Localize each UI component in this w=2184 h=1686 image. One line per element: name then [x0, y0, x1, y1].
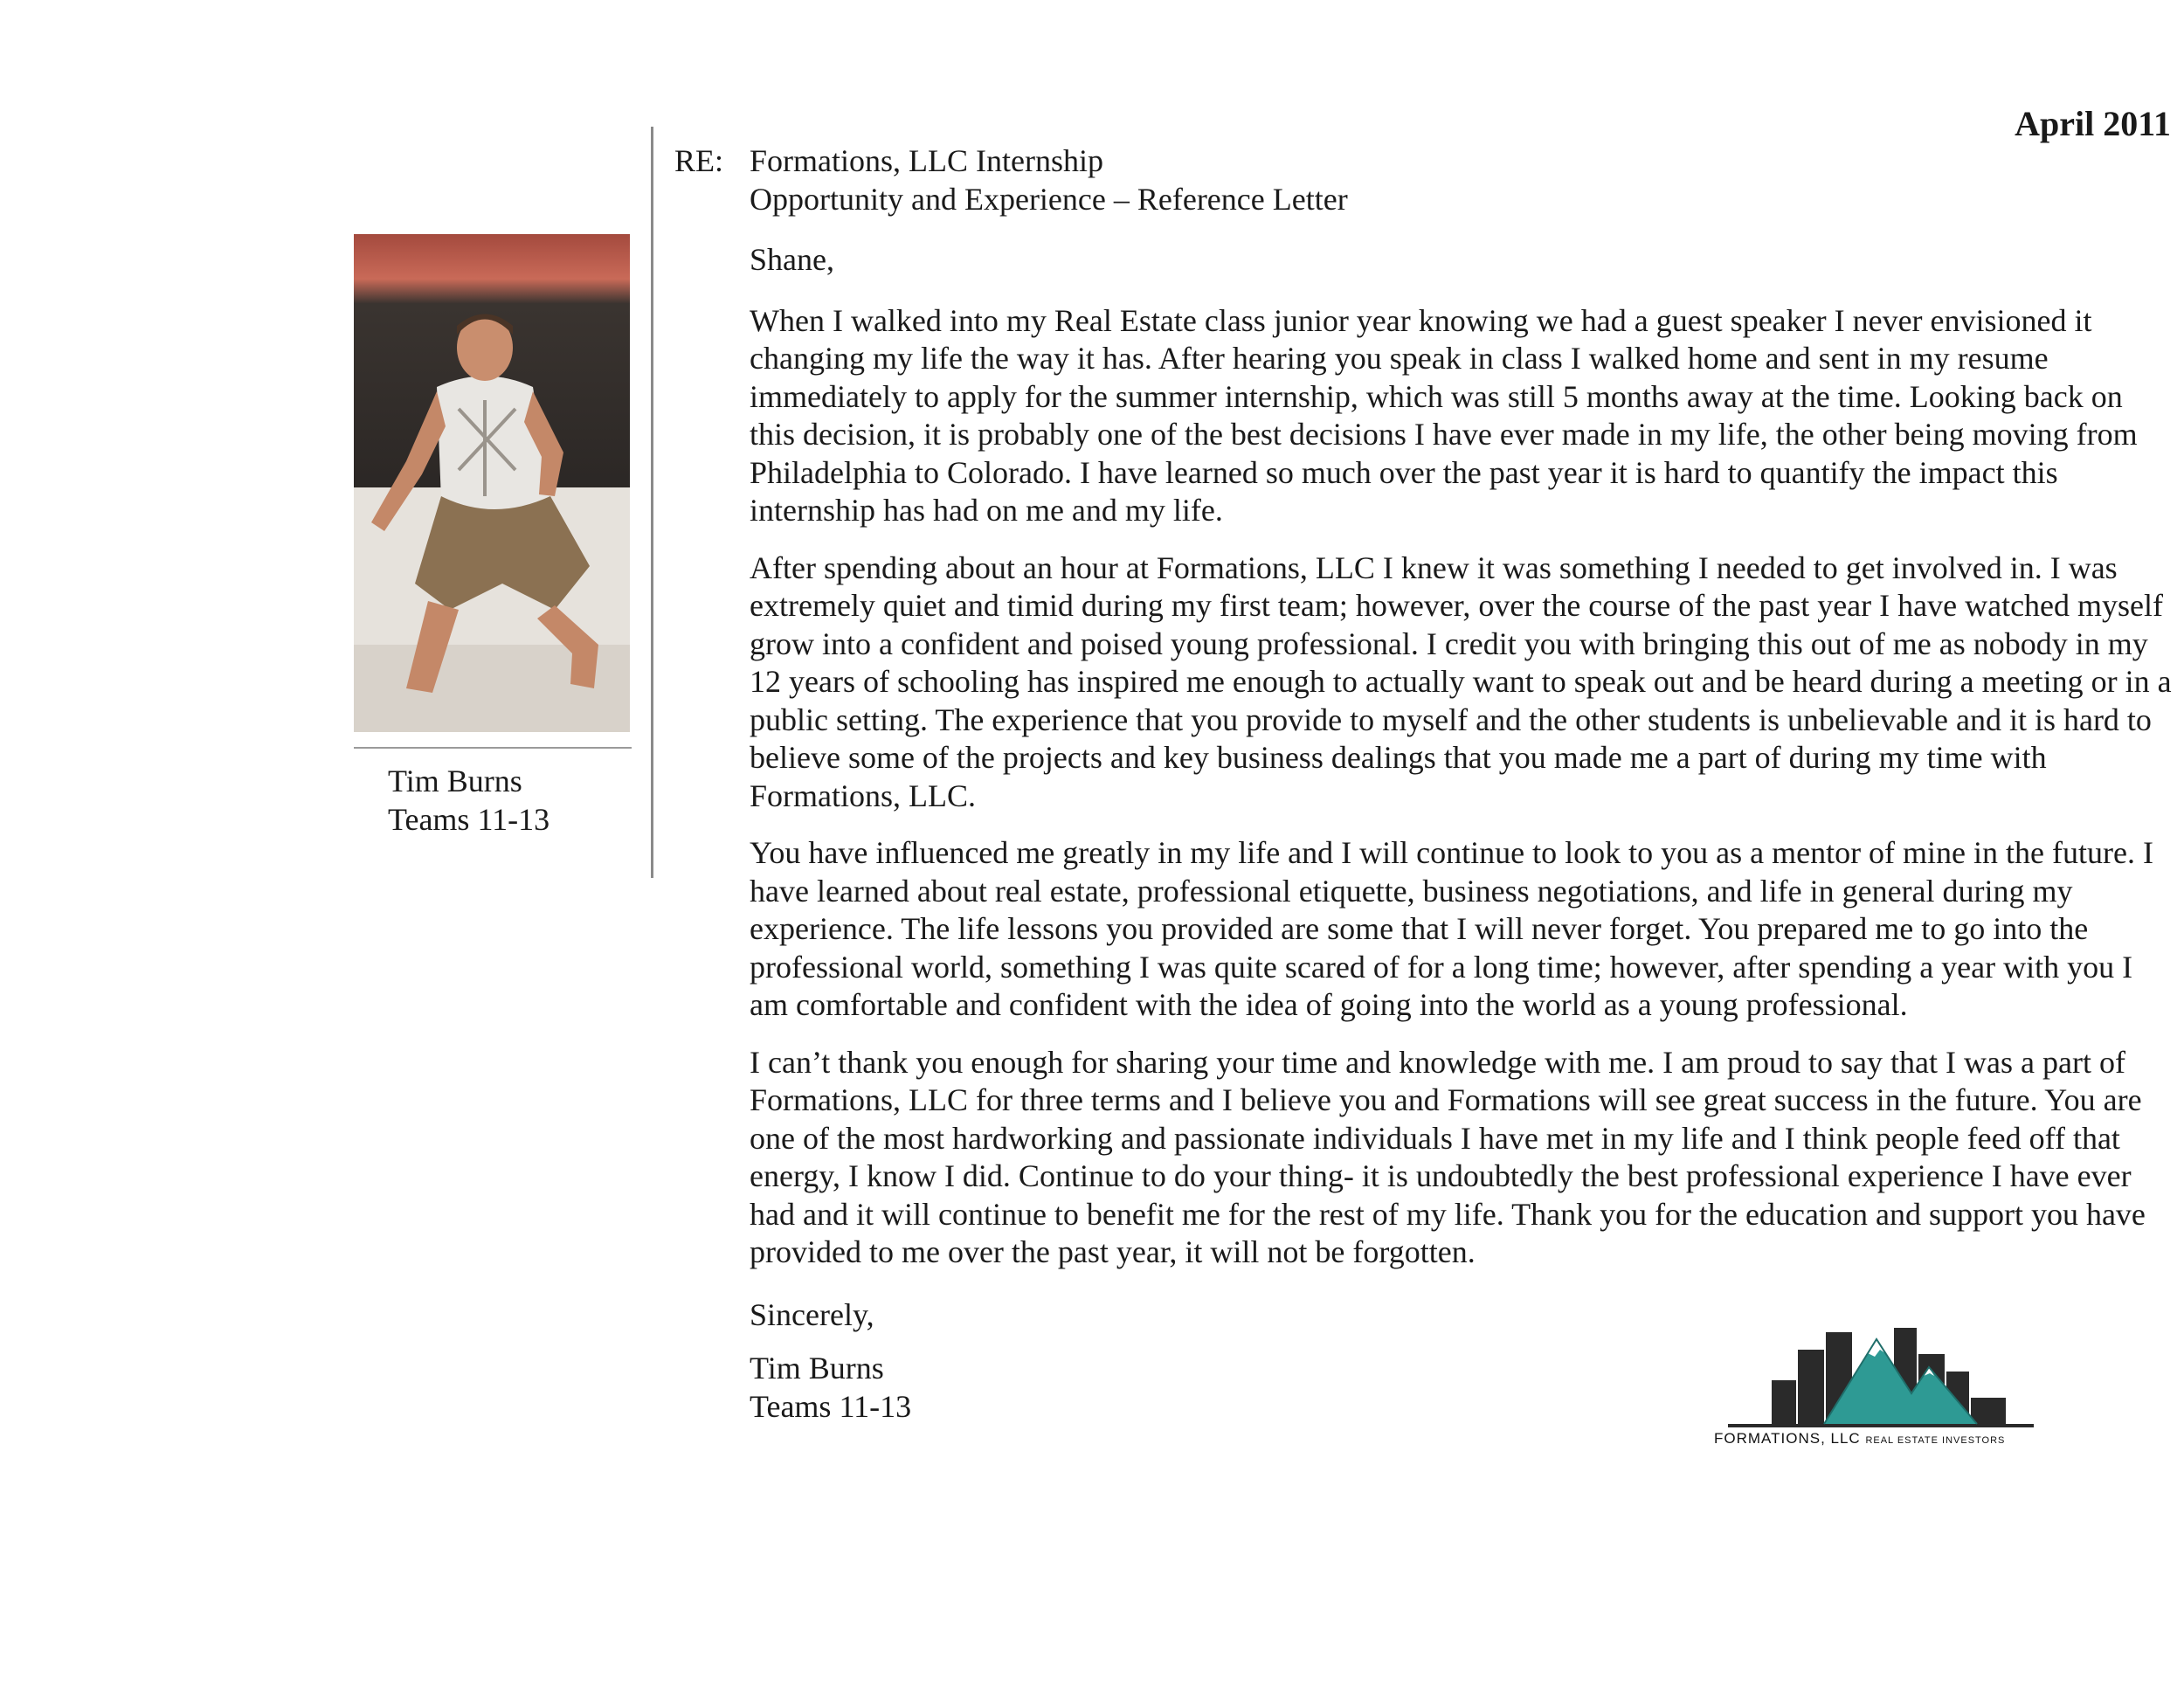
- salutation: Shane,: [750, 242, 834, 277]
- paragraph-2: After spending about an hour at Formations, LLC I knew it was something I needed to get involved in. I was extremely quiet and timid during my first team; however, over the course of the past year I have watched myself grow into a confident and poised young professional. I credit you with bringing this out of me as nobody in my 12 years of schooling has inspired me enough to actually want to speak out and be heard during a meeting or in a public setting. The experience that you provide to myself and the other students is unbelievable and it is hard to believe some of the projects and key business dealings that you made me a part of during my time with Formations, LLC.: [750, 549, 2172, 813]
- closing: Sincerely,: [750, 1296, 874, 1332]
- student-photo: [354, 234, 630, 732]
- subject-line-1: Formations, LLC Internship: [750, 143, 1103, 178]
- logo-company: FORMATIONS, LLC: [1714, 1430, 1861, 1447]
- signature-name: Tim Burns: [750, 1351, 884, 1385]
- signature-teams: Teams 11-13: [750, 1388, 912, 1424]
- logo-tagline: REAL ESTATE INVESTORS: [1865, 1435, 2006, 1446]
- paragraph-3: You have influenced me greatly in my life and I will continue to look to you as a mentor of mine in the future. I have learned about real estate, professional etiquette, business negotiations, and life in general during my experience. The life lessons you provided are some that I will never forget. You prepared me to go into the professional world, something I was quite scared of for a long time; however, after spending a year with you I am comfortable and confident with the idea of going into the world as a young professional.: [750, 835, 2153, 1022]
- logo-caption: [1714, 1430, 2005, 1448]
- letter-date: April 2011: [2015, 104, 2171, 143]
- letter-body: [750, 142, 2174, 1426]
- vertical-divider: [651, 127, 653, 878]
- re-label: RE:: [674, 143, 724, 178]
- photo-caption-name: Tim Burns: [388, 764, 522, 798]
- photo-caption-teams: Teams 11-13: [388, 802, 550, 837]
- photo-illustration: [354, 234, 630, 732]
- paragraph-4: I can’t thank you enough for sharing your time and knowledge with me. I am proud to say that I was a part of Formations, LLC for three terms and I believe you and Formations will see great success in the future. You are one of the most hardworking and passionate individuals I have met in my life and I think people feed off that energy, I know I did. Continue to do your thing- it is undoubtedly the best professional experience I have ever had and it will continue to benefit me for the rest of my life. Thank you for the education and support you have provided to me over the past year, it will not be forgotten.: [750, 1044, 2146, 1269]
- photo-divider: [354, 747, 632, 749]
- subject-block: [750, 142, 2174, 218]
- photo-caption: [388, 762, 549, 839]
- subject-line-2: Opportunity and Experience – Reference Letter: [750, 181, 1348, 217]
- paragraph-1: When I walked into my Real Estate class junior year knowing we had a guest speaker I never envisioned it changing my life the way it has. After hearing you speak in class I walked home and sent in my resume immediately to apply for the summer internship, which was still 5 months away at the time. Looking back on this decision, it is probably one of the best decisions I have ever made in my life, the other being moving from Philadelphia to Colorado. I have learned so much over the past year it is hard to quantify the impact this internship has had on me and my life.: [750, 302, 2138, 528]
